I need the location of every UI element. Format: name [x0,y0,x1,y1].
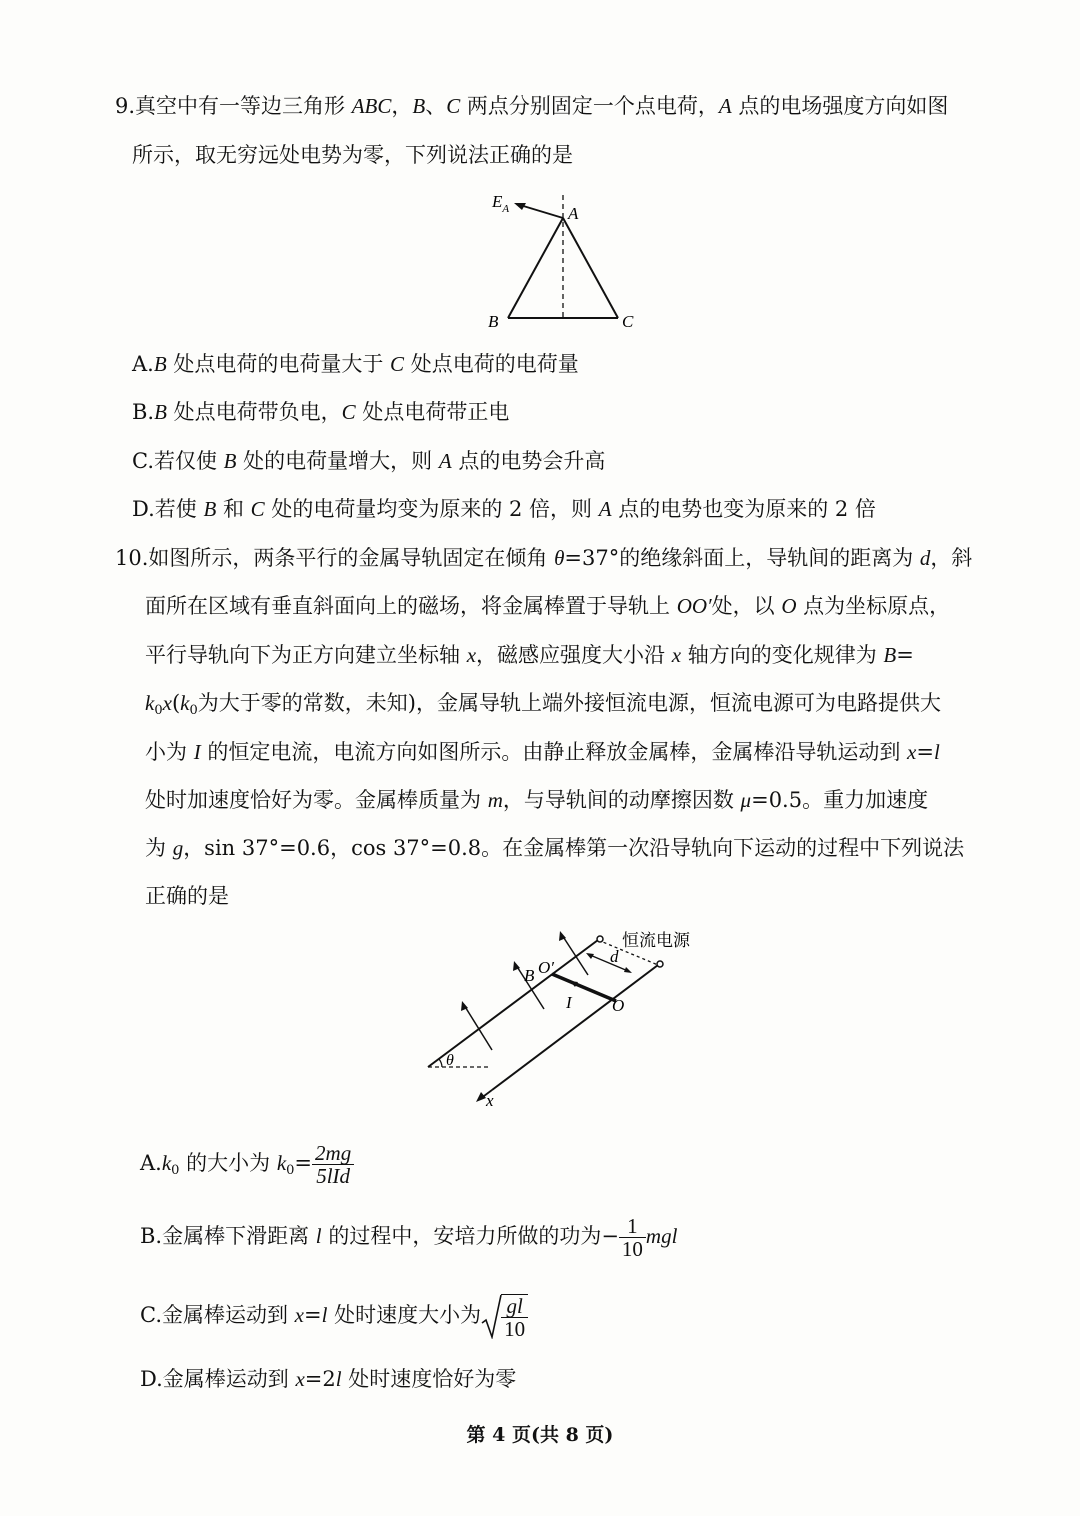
text: 处的电荷量增大，则 [236,449,439,473]
subscript: 0 [189,703,198,718]
label-x-axis: x [486,1091,494,1110]
label-current: I [566,993,572,1012]
var: C [341,400,356,424]
label-power-source: 恒流电源 [622,931,690,950]
var: B [223,449,237,473]
dimension-arrowhead-left [586,953,594,959]
q10-stem-line6 [145,786,928,814]
text: 平行导轨向下为正方向建立坐标轴 [145,643,467,667]
dimension-arrowhead-right [624,967,632,973]
q10-option-a[interactable] [140,1140,354,1194]
var: x [671,643,682,667]
var: x [162,691,172,715]
text: 处点电荷的电荷量大于 [166,352,391,376]
text: A. [132,352,154,376]
text: 的恒定电流，电流方向如图所示。由静止释放金属棒，金属棒沿导轨运动到 [200,740,908,764]
var: l [321,1303,328,1327]
q10-stem-line8: 正确的是 [145,884,229,908]
text: 点的电场强度方向如图 [731,94,949,118]
var: g [172,836,184,860]
text: ， [391,94,413,118]
q10-stem-line1 [115,544,972,572]
text: 处的电荷量均变为原来的 2 倍，则 [264,497,599,521]
var: B [153,352,167,376]
label-ea: $E_A$ [492,192,510,215]
fraction [501,1294,528,1340]
q9-option-c[interactable] [132,447,605,475]
text: D.若使 [132,497,204,521]
label-o-prime: O′ [538,958,554,977]
fraction [312,1142,354,1187]
text: 和 [216,497,251,521]
text: 的过程中，安培力所做的功为− [321,1224,619,1248]
denominator: 5lId [312,1164,354,1187]
numerator: 2mg [315,1141,352,1165]
label-c: C [622,312,634,331]
q9-option-d[interactable] [132,495,876,523]
terminal-lower [657,961,663,967]
q10-stem-line4 [145,689,941,725]
text: 为大于零的常数，未知)，金属导轨上端外接恒流电源，恒流电源可为电路提供大 [197,691,941,715]
var: k [161,1151,172,1175]
label-theta: θ [446,1052,454,1069]
q10-stem-line2 [145,592,950,620]
text: A. [140,1151,162,1175]
point-c: C [446,94,461,118]
var: A [438,449,452,473]
square-root [481,1293,528,1341]
b-field-arrow-3 [562,935,588,975]
var: A [598,497,612,521]
q10-rail-figure [420,925,720,1110]
q9-stem-line1 [115,92,948,120]
var: O [781,594,797,618]
var: k [180,691,190,715]
var: l [933,740,940,764]
text: = [294,1151,313,1175]
radical-sign [481,1293,503,1339]
text: ( [171,691,181,715]
var: x [907,740,917,764]
text: 为 [145,836,173,860]
var: l [335,1367,342,1391]
point-a: A [718,94,732,118]
text: 处时速度恰好为零 [341,1367,517,1391]
text: B.金属棒下滑距离 [140,1224,316,1248]
var: l [315,1224,322,1248]
fraction [619,1215,646,1260]
point-b: B [412,94,426,118]
var: C [390,352,405,376]
text: 处点电荷带负电， [166,400,342,424]
label-a: A [568,204,579,223]
text: ，磁感应强度大小沿 [476,643,672,667]
var: I [193,740,201,764]
subscript: 0 [286,1163,295,1178]
text: 的大小为 [179,1151,277,1175]
q10-option-d[interactable] [140,1365,516,1393]
page-footer: 第 4 页(共 8 页) [466,1424,614,1446]
text: =0.5。重力加速度 [751,788,929,812]
angle-arc [439,1059,442,1067]
q9-option-a[interactable] [132,350,579,378]
label-b: B [488,312,499,331]
triangle-name: ABC [351,94,392,118]
text: 9.真空中有一等边三角形 [115,94,352,118]
var: m [487,788,503,812]
text: 两点分别固定一个点电荷， [460,94,719,118]
label-o: O [612,996,625,1015]
var: μ [740,788,752,812]
text: = [916,740,934,764]
var: C [250,497,265,521]
x-axis-arrowhead [476,1092,486,1102]
var: x [295,1367,305,1391]
text: C.金属棒运动到 [140,1303,295,1327]
subscript: 0 [171,1163,180,1178]
side-ab [508,218,563,318]
text: C.若仅使 [132,449,224,473]
b-field-arrow-1 [464,1005,492,1050]
text: 处时速度大小为 [327,1303,482,1327]
q9-triangle-figure [480,185,650,335]
q9-stem-line2: 所示，取无穷远处电势为零，下列说法正确的是 [132,143,573,167]
text: =37°的绝缘斜面上，导轨间的距离为 [564,546,920,570]
var: θ [554,546,565,570]
side-ac [563,218,618,318]
text: 点为坐标原点， [796,594,951,618]
text: =2 [304,1367,336,1391]
denominator: 10 [619,1237,646,1260]
text: 面所在区域有垂直斜面向上的磁场，将金属棒置于导轨上 [145,594,677,618]
text: 10.如图所示，两条平行的金属导轨固定在倾角 [115,546,555,570]
subscript: 0 [154,703,163,718]
var: d [919,546,931,570]
text: 处点电荷的电荷量 [404,352,579,376]
label-d: d [610,947,619,966]
var: B [154,400,167,424]
terminal-upper [597,936,603,942]
text: 、 [425,94,447,118]
text: = [304,1303,322,1327]
text: ，斜 [930,546,973,570]
var: B [203,497,217,521]
q10-stem-line7 [145,834,964,862]
var: B [883,643,897,667]
text: ，sin 37°=0.6，cos 37°=0.8。在金属棒第一次沿导轨向下运动的过程中下列说法 [183,836,965,860]
text: D.金属棒运动到 [140,1367,296,1391]
dimension-line [590,955,628,971]
text: ，与导轨间的动摩擦因数 [502,788,741,812]
q10-option-c[interactable] [140,1292,528,1340]
text: 点的电势也变为原来的 2 倍 [611,497,876,521]
text: 处时加速度恰好为零。金属棒质量为 [145,788,488,812]
text: 处点电荷带正电 [355,400,510,424]
text: 小为 [145,740,194,764]
var: x [294,1303,304,1327]
var: x [466,643,477,667]
var: k [145,691,155,715]
text: 点的电势会升高 [451,449,606,473]
text: B. [132,400,155,424]
var: k [276,1151,287,1175]
rail-upper [428,940,598,1067]
numerator: 1 [627,1214,638,1238]
q10-option-b[interactable] [140,1213,677,1260]
text: = [896,643,914,667]
label-b-field: B [524,966,535,985]
text: 处，以 [711,594,782,618]
var: mgl [645,1224,678,1248]
q10-stem-line5 [145,738,940,766]
denominator: 10 [501,1317,528,1340]
current-arrow [574,983,606,996]
q9-option-b[interactable] [132,398,509,426]
var: OO′ [676,594,712,618]
numerator: gl [501,1294,528,1317]
text: 轴方向的变化规律为 [681,643,884,667]
field-vector-ea [520,205,563,218]
q10-stem-line3 [145,641,914,669]
